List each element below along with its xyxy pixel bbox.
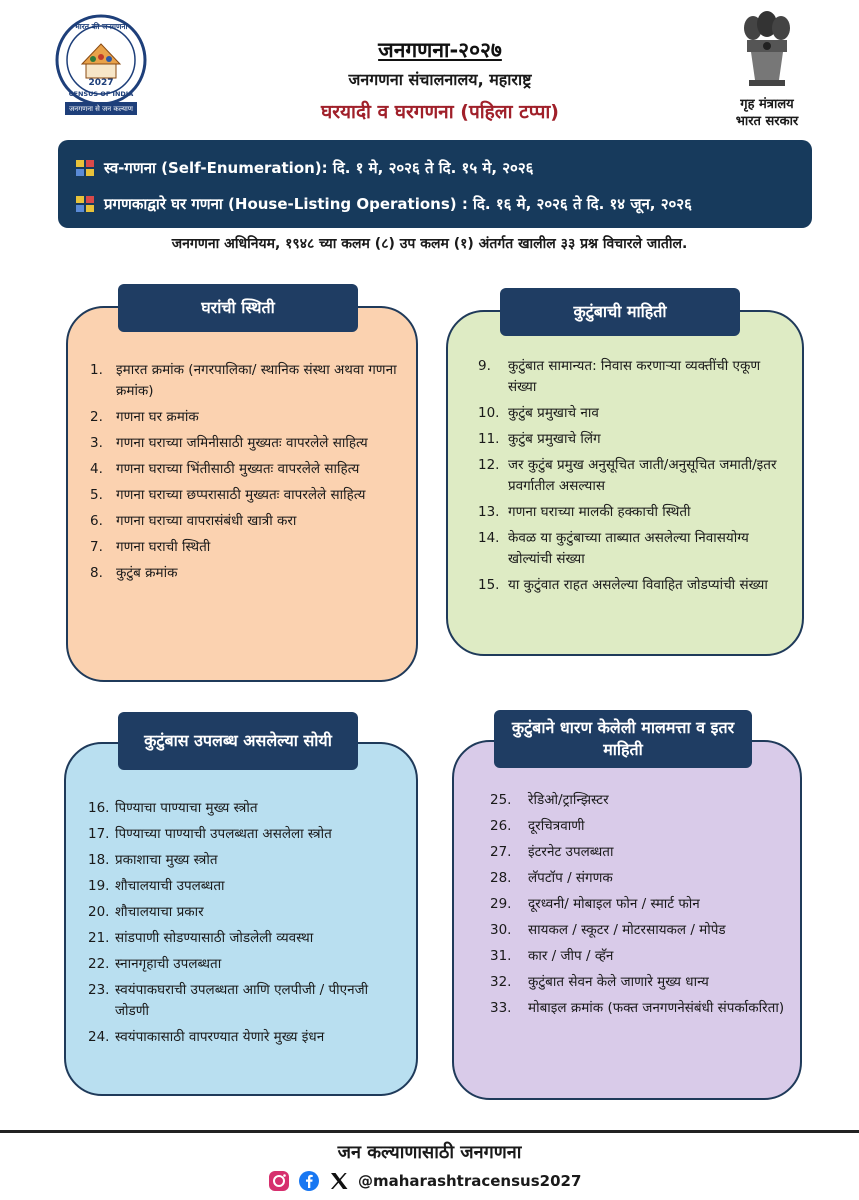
item-number: 33. — [490, 1000, 512, 1016]
logo-bottom-text: CENSUS OF INDIA — [68, 90, 134, 98]
item-text: कुटुंब क्रमांक — [116, 565, 178, 581]
item-text: दूरचित्रवाणी — [528, 818, 585, 834]
item-text: गणना घराची स्थिती — [116, 539, 211, 555]
item-number: 22. — [88, 956, 110, 972]
footer-divider — [0, 1130, 859, 1133]
item-text: दूरध्वनी/ मोबाइल फोन / स्मार्ट फोन — [528, 896, 700, 912]
phase-title: घरयादी व घरगणना (पहिला टप्पा) — [321, 101, 559, 123]
item-number: 6. — [90, 513, 103, 529]
list-item — [490, 842, 790, 863]
instagram-icon[interactable] — [268, 1170, 290, 1192]
list-item — [90, 563, 405, 584]
item-text: गणना घराच्या भिंतीसाठी मुख्यतः वापरलेले साहित्य — [116, 461, 360, 477]
facebook-icon[interactable] — [298, 1170, 320, 1192]
question-list-housing — [90, 360, 405, 589]
ministry-line: गृह मंत्रालय — [740, 97, 794, 112]
question-list-amenities — [88, 798, 406, 1053]
list-item — [490, 972, 790, 993]
list-item — [490, 946, 790, 967]
item-text: स्नानगृहाची उपलब्धता — [115, 956, 222, 972]
item-number: 11. — [478, 431, 500, 447]
item-text: या कुटुंवात राहत असलेल्या विवाहित जोडप्यांची संख्या — [508, 577, 768, 593]
item-text: प्रकाशाचा मुख्य स्त्रोत — [115, 852, 218, 868]
list-item — [88, 850, 406, 871]
list-item — [478, 528, 792, 570]
self-enumeration-text: स्व-गणना (Self-Enumeration): दि. १ मे, २०२६ ते दि. १५ मे, २०२६ — [104, 159, 534, 177]
list-item — [490, 816, 790, 837]
item-text: पिण्याच्या पाण्याची उपलब्धता असलेला स्त्रोत — [115, 826, 332, 842]
item-number: 20. — [88, 904, 110, 920]
item-number: 16. — [88, 800, 110, 816]
item-number: 4. — [90, 461, 103, 477]
list-item — [90, 537, 405, 558]
item-number: 7. — [90, 539, 103, 555]
list-item — [88, 824, 406, 845]
header — [220, 36, 660, 124]
item-text: इमारत क्रमांक (नगरपालिका/ स्थानिक संस्था अथवा गणना क्रमांक) — [116, 362, 397, 399]
list-item — [90, 433, 405, 454]
section-title-household: कुटुंबाची माहिती — [500, 288, 740, 336]
list-item — [490, 998, 790, 1019]
item-text: लॅपटॉप / संगणक — [528, 870, 613, 886]
list-item — [88, 1027, 406, 1048]
logo-arc-text: भारत की जनगणना — [74, 22, 128, 31]
item-text: स्वयंपाकघराची उपलब्धता आणि एलपीजी / पीएनजी जोडणी — [115, 982, 369, 1019]
item-number: 31. — [490, 948, 512, 964]
item-number: 13. — [478, 504, 500, 520]
item-text: गणना घराच्या मालकी हक्काची स्थिती — [508, 504, 691, 520]
list-item — [478, 455, 792, 497]
list-item — [478, 429, 792, 450]
item-number: 17. — [88, 826, 110, 842]
list-item — [90, 407, 405, 428]
item-text: स्वयंपाकासाठी वापरण्यात येणारे मुख्य इंधन — [115, 1029, 325, 1045]
x-twitter-icon[interactable] — [328, 1170, 350, 1192]
item-number: 32. — [490, 974, 512, 990]
item-number: 27. — [490, 844, 512, 860]
item-number: 18. — [88, 852, 110, 868]
item-text: कुटुंब प्रमुखाचे नाव — [508, 405, 599, 421]
list-item — [88, 902, 406, 923]
list-item — [88, 876, 406, 897]
list-item — [88, 980, 406, 1022]
item-number: 26. — [490, 818, 512, 834]
item-number: 24. — [88, 1029, 110, 1045]
question-list-assets — [490, 790, 790, 1024]
question-list-household — [478, 356, 792, 601]
list-item — [90, 485, 405, 506]
section-title-amenities: कुटुंबास उपलब्ध असलेल्या सोयी — [118, 712, 358, 770]
item-text: गणना घराच्या वापरासंबंधी खात्री करा — [116, 513, 297, 529]
list-item — [90, 459, 405, 480]
list-item — [478, 502, 792, 523]
item-text: जर कुटुंब प्रमुख अनुसूचित जाती/अनुसूचित जमाती/इतर प्रवर्गातील असल्यास — [508, 457, 777, 494]
item-text: रेडिओ/ट्रान्झिस्टर — [528, 792, 609, 808]
section-title-housing: घरांची स्थिती — [118, 284, 358, 332]
item-text: पिण्याचा पाण्याचा मुख्य स्त्रोत — [115, 800, 258, 816]
item-number: 29. — [490, 896, 512, 912]
bullet-icon — [76, 160, 94, 176]
list-item — [490, 790, 790, 811]
item-text: कुटुंबात सेवन केले जाणारे मुख्य धान्य — [528, 974, 709, 990]
item-number: 15. — [478, 577, 500, 593]
item-text: कुटुंब प्रमुखाचे लिंग — [508, 431, 601, 447]
list-item — [88, 954, 406, 975]
item-number: 12. — [478, 457, 500, 473]
item-text: गणना घराच्या छप्परासाठी मुख्यतः वापरलेले साहित्य — [116, 487, 366, 503]
logo-tagline: जनगणना से जन कल्याण — [69, 105, 133, 113]
item-text: गणना घराच्या जमिनीसाठी मुख्यतः वापरलेले साहित्य — [116, 435, 368, 451]
logo-year: 2027 — [88, 78, 114, 88]
house-listing-text: प्रगणकाद्वारे घर गणना (House-Listing Operations) : दि. १६ मे, २०२६ ते दि. १४ जून, २०२६ — [104, 195, 692, 213]
item-number: 1. — [90, 362, 103, 378]
ministry-name — [722, 96, 812, 130]
self-enumeration-line — [76, 158, 533, 178]
item-number: 19. — [88, 878, 110, 894]
item-text: केवळ या कुटुंबाच्या ताब्यात असलेल्या निवासयोग्य खोल्यांची संख्या — [508, 530, 749, 567]
list-item — [490, 920, 790, 941]
list-item — [478, 356, 792, 398]
gov-emblem — [722, 10, 812, 138]
item-number: 30. — [490, 922, 512, 938]
census-logo — [52, 14, 150, 118]
page-title: जनगणना-२०२७ — [378, 38, 502, 62]
item-number: 25. — [490, 792, 512, 808]
item-number: 10. — [478, 405, 500, 421]
act-statement: जनगणना अधिनियम, १९४८ च्या कलम (८) उप कलम (१) अंतर्गत खालील ३३ प्रश्न विचारले जातील. — [171, 236, 688, 252]
social-handle[interactable]: @maharashtracensus2027 — [358, 1172, 582, 1190]
list-item — [490, 868, 790, 889]
item-text: इंटरनेट उपलब्धता — [528, 844, 614, 860]
ashoka-emblem-icon — [739, 10, 795, 88]
item-text: मोबाइल क्रमांक (फक्त जनगणनेसंबंधी संपर्काकरिता) — [528, 1000, 785, 1016]
list-item — [490, 894, 790, 915]
house-listing-line — [76, 194, 692, 214]
list-item — [478, 575, 792, 596]
item-text: सायकल / स्कूटर / मोटरसायकल / मोपेड — [528, 922, 726, 938]
section-title-assets: कुटुंबाने धारण केलेली मालमत्ता व इतर माहिती — [494, 710, 752, 768]
item-text: गणना घर क्रमांक — [116, 409, 199, 425]
item-number: 21. — [88, 930, 110, 946]
item-text: शौचालयाची उपलब्धता — [115, 878, 225, 894]
item-number: 5. — [90, 487, 103, 503]
item-number: 9. — [478, 358, 491, 374]
list-item — [88, 798, 406, 819]
list-item — [478, 403, 792, 424]
list-item — [88, 928, 406, 949]
list-item — [90, 511, 405, 532]
item-number: 28. — [490, 870, 512, 886]
bullet-icon — [76, 196, 94, 212]
item-text: सांडपाणी सोडण्यासाठी जोडलेली व्यवस्था — [115, 930, 314, 946]
item-text: कार / जीप / व्हॅन — [528, 948, 614, 964]
item-number: 3. — [90, 435, 103, 451]
item-number: 14. — [478, 530, 500, 546]
footer-tagline: जन कल्याणासाठी जनगणना — [337, 1142, 522, 1163]
item-number: 2. — [90, 409, 103, 425]
social-links — [268, 1170, 581, 1192]
page-subtitle: जनगणना संचालनालय, महाराष्ट्र — [348, 70, 532, 89]
item-number: 8. — [90, 565, 103, 581]
dates-banner — [58, 140, 812, 228]
list-item — [90, 360, 405, 402]
item-number: 23. — [88, 982, 110, 998]
item-text: शौचालयाचा प्रकार — [115, 904, 204, 920]
government-line: भारत सरकार — [735, 114, 799, 129]
item-text: कुटुंबात सामान्यत: निवास करणाऱ्या व्यक्तींची एकूण संख्या — [508, 358, 761, 395]
